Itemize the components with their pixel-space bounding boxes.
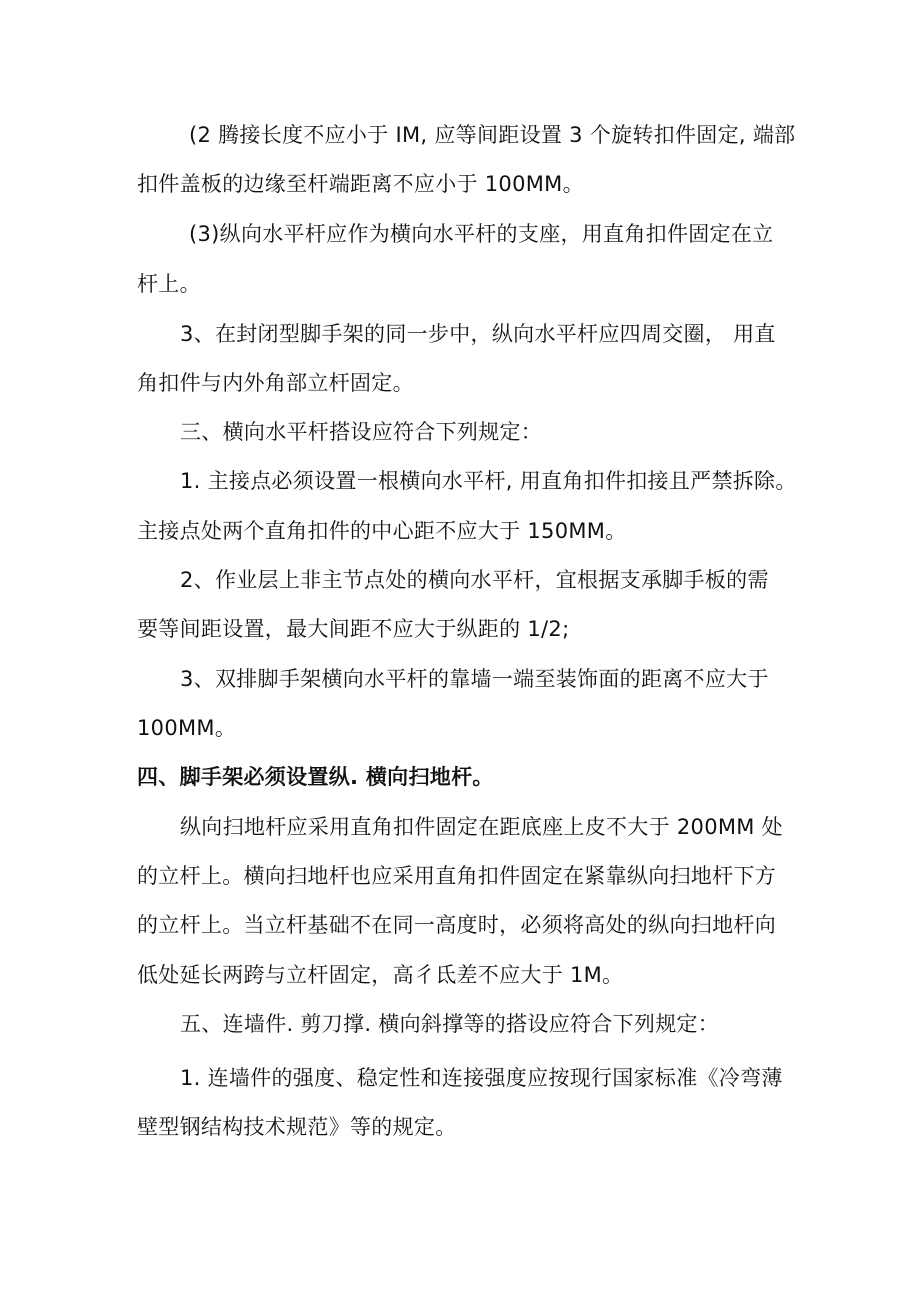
section-4-heading: 四、脚手架必须设置纵. 横向扫地杆。 [137,765,494,789]
section-3-heading: 三、横向水平杆搭设应符合下列规定： [180,420,543,444]
paragraph-9-line-3: 的立杆上。当立杆基础不在同一高度时，必须将高处的纵向扫地杆向 [137,913,776,937]
paragraph-2-line-1: (3)纵向水平杆应作为横向水平杆的支座，用直角扣件固定在立 [189,222,774,246]
paragraph-9-line-1: 纵向扫地杆应采用直角扣件固定在距底座上皮不大于 200MM 处 [180,815,783,839]
paragraph-7-line-1: 3、双排脚手架横向水平杆的靠墙一端至装饰面的距离不应大于 [180,667,769,691]
paragraph-11-line-1: 1. 连墙件的强度、稳定性和连接强度应按现行国家标准《冷弯薄 [180,1066,783,1090]
paragraph-3-line-2: 角扣件与内外角部立杆固定。 [137,371,414,395]
paragraph-9-line-2: 的立杆上。横向扫地杆也应采用直角扣件固定在紧靠纵向扫地杆下方 [137,864,776,888]
paragraph-11-line-2: 壁型钢结构技术规范》等的规定。 [137,1115,457,1139]
paragraph-6-line-2: 要等间距设置，最大间距不应大于纵距的 1/2; [137,617,570,641]
paragraph-7-line-2: 100MM。 [137,716,237,740]
paragraph-6-line-1: 2、作业层上非主节点处的横向水平杆，宜根据支承脚手板的需 [180,568,769,592]
paragraph-1-line-1: (2 腾接长度不应小于 IM, 应等间距设置 3 个旋转扣件固定, 端部 [189,123,796,147]
paragraph-5-line-2: 主接点处两个直角扣件的中心距不应大于 150MM。 [137,519,627,543]
paragraph-2-line-2: 杆上。 [137,272,201,296]
paragraph-9-line-4: 低处延长两跨与立杆固定，高彳氐差不应大于 1M。 [137,963,624,987]
section-5-heading: 五、连墙件. 剪刀撑. 横向斜撑等的搭设应符合下列规定： [180,1012,720,1036]
paragraph-3-line-1: 3、在封闭型脚手架的同一步中，纵向水平杆应四周交圈， 用直 [180,322,776,346]
paragraph-1-line-2: 扣件盖板的边缘至杆端距离不应小于 100MM。 [137,172,584,196]
paragraph-5-line-1: 1. 主接点必须设置一根横向水平杆, 用直角扣件扣接且严禁拆除。 [180,469,797,493]
